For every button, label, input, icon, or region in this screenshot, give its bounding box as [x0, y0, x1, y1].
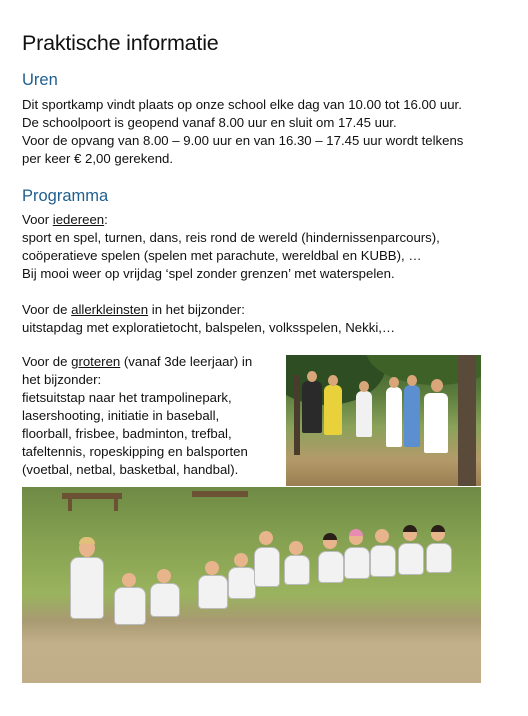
- intro-prefix: Voor: [22, 212, 53, 227]
- child-sitting: [254, 547, 280, 587]
- allerkleinsten-intro: [22, 301, 395, 319]
- child-head: [122, 573, 136, 587]
- uren-paragraph: [22, 96, 463, 168]
- child-sitting: [228, 567, 256, 599]
- uren-line: per keer € 2,00 gerekend.: [22, 151, 174, 166]
- groteren-line: fietsuitstap naar het trampolinepark,: [22, 390, 232, 405]
- programma-iedereen: [22, 211, 440, 283]
- allerkleinsten-line: uitstapdag met exploratietocht, balspelen, volksspelen, Nekki,…: [22, 320, 396, 335]
- uren-line: De schoolpoort is geopend vanaf 8.00 uur en sluit om 17.45 uur.: [22, 115, 397, 130]
- uren-line: Dit sportkamp vindt plaats op onze school elke dag van 10.00 tot 16.00 uur.: [22, 97, 462, 112]
- tree-trunk: [294, 375, 300, 455]
- child-head: [157, 569, 171, 583]
- groteren-line: lasershooting, initiatie in baseball,: [22, 408, 220, 423]
- child-head: [359, 381, 369, 392]
- child-head: [407, 375, 417, 386]
- section-heading-programma: Programma: [22, 187, 109, 205]
- child-figure: [386, 387, 402, 447]
- photo-children-standing-forest: [286, 355, 481, 486]
- child-sitting: [284, 555, 310, 585]
- child-figure: [356, 391, 372, 437]
- child-figure: [424, 393, 448, 453]
- child-hair: [323, 533, 337, 540]
- child-figure: [302, 381, 322, 433]
- groteren-line: het bijzonder:: [22, 372, 102, 387]
- child-sitting: [398, 543, 424, 575]
- section-heading-uren: Uren: [22, 71, 58, 89]
- child-sitting: [150, 583, 180, 617]
- intro-prefix: Voor de: [22, 354, 72, 369]
- child-hair: [79, 537, 95, 544]
- child-head: [259, 531, 273, 545]
- groteren-intro: [22, 353, 252, 371]
- child-head: [375, 529, 389, 543]
- picnic-bench-leg: [68, 499, 72, 511]
- underlined-word-iedereen: iedereen: [52, 212, 105, 227]
- iedereen-line: Bij mooi weer op vrijdag ‘spel zonder grenzen’ met waterspelen.: [22, 266, 395, 281]
- iedereen-intro: [22, 211, 440, 229]
- child-sitting: [344, 547, 370, 579]
- groteren-line: floorball, frisbee, badminton, trefbal,: [22, 426, 232, 441]
- child-head: [234, 553, 248, 567]
- picnic-bench: [192, 491, 248, 497]
- intro-suffix: (vanaf 3de leerjaar) in: [120, 354, 253, 369]
- child-figure: [324, 385, 342, 435]
- child-head: [389, 377, 399, 388]
- uren-line: Voor de opvang van 8.00 – 9.00 uur en van 16.30 – 17.45 uur wordt telkens: [22, 133, 464, 148]
- picnic-bench-leg: [114, 499, 118, 511]
- intro-suffix: :: [104, 212, 108, 227]
- groteren-line: tafeltennis, ropeskipping en balsporten: [22, 444, 248, 459]
- child-sitting: [318, 551, 344, 583]
- underlined-word-groteren: groteren: [71, 354, 121, 369]
- child-head: [205, 561, 219, 575]
- child-head: [431, 379, 443, 392]
- tree-trunk: [458, 355, 476, 486]
- intro-suffix: in het bijzonder:: [148, 302, 245, 317]
- groteren-line: (voetbal, netbal, basketbal, handbal).: [22, 462, 239, 477]
- child-hair: [403, 525, 417, 532]
- programma-groteren: [22, 353, 252, 479]
- child-sitting: [426, 543, 452, 573]
- programma-allerkleinsten: [22, 301, 395, 337]
- page-title: Praktische informatie: [22, 31, 219, 55]
- child-hair: [349, 529, 363, 536]
- underlined-word-allerkleinsten: allerkleinsten: [71, 302, 149, 317]
- child-sitting: [198, 575, 228, 609]
- child-head: [289, 541, 303, 555]
- child-sitting: [370, 545, 396, 577]
- iedereen-line: sport en spel, turnen, dans, reis rond de wereld (hindernissenparcours),: [22, 230, 440, 245]
- child-figure: [404, 385, 420, 447]
- photo-children-sitting-grass: [22, 487, 481, 683]
- child-hair: [431, 525, 445, 532]
- child-standing: [70, 557, 104, 619]
- iedereen-line: coöperatieve spelen (spelen met parachute, wereldbal en KUBB), …: [22, 248, 422, 263]
- child-head: [328, 375, 338, 386]
- child-head: [307, 371, 317, 382]
- intro-prefix: Voor de: [22, 302, 72, 317]
- child-sitting: [114, 587, 146, 625]
